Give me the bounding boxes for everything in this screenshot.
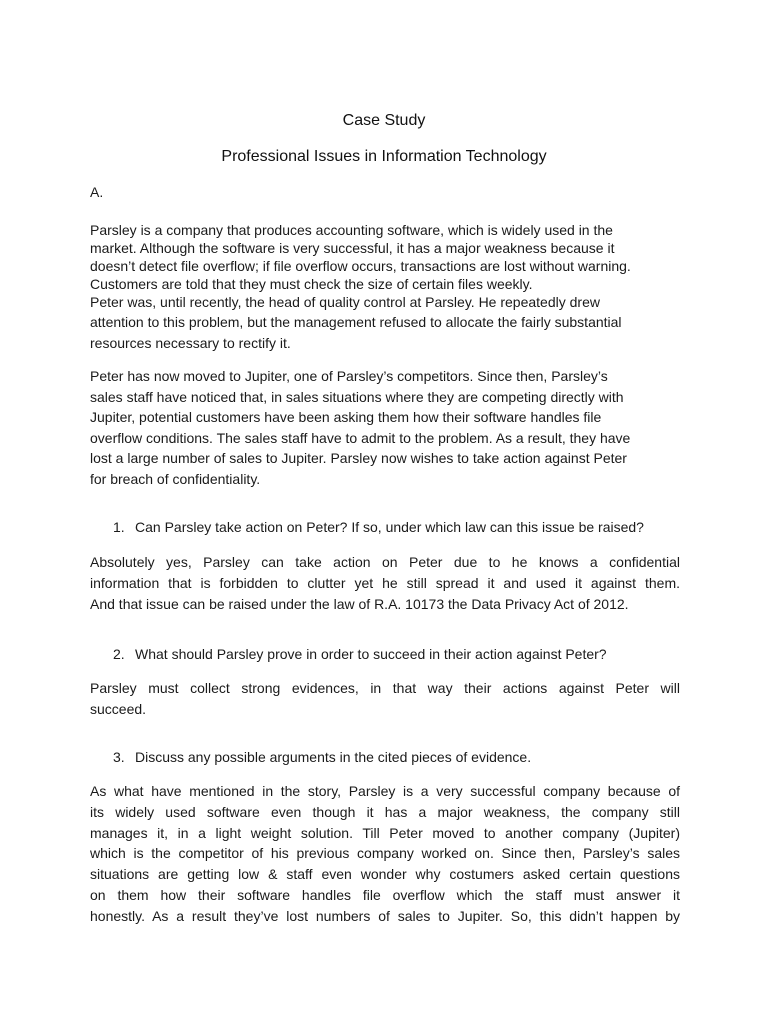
text-line: market. Although the software is very successful, it has a major weakness because it <box>90 240 615 256</box>
question-text: Discuss any possible arguments in the cited pieces of evidence. <box>135 749 532 765</box>
text-line: lost a large number of sales to Jupiter. Parsley now wishes to take action against Peter <box>90 450 627 467</box>
text-line: sales staff have noticed that, in sales situations where they are competing directly with <box>90 388 624 405</box>
document-title: Case Study <box>342 112 426 129</box>
question-3 <box>113 749 531 765</box>
text-line: which is the competitor of his previous company worked on. Since then, Parsley’s sales <box>90 845 680 862</box>
question-number: 1. <box>113 519 125 535</box>
text-line: honestly. As a result they’ve lost numbers of sales to Jupiter. So, this didn’t happen by <box>90 907 680 924</box>
text-line: its widely used software even though it has a major weakness, the company still <box>90 803 680 820</box>
text-line: overflow conditions. The sales staff have to admit to the problem. As a result, they have <box>90 429 631 446</box>
question-number: 3. <box>113 749 125 765</box>
text-line: Peter has now moved to Jupiter, one of Parsley’s competitors. Since then, Parsley’s <box>90 368 608 384</box>
intro-paragraph-1 <box>90 221 680 293</box>
text-line: Parsley must collect strong evidences, in that way their actions against Peter will <box>90 680 680 696</box>
text-line: succeed. <box>90 700 147 717</box>
section-label: A. <box>90 184 104 200</box>
text-line: for breach of confidentiality. <box>90 470 261 487</box>
text-line: attention to this problem, but the management refused to allocate the fairly substantial <box>90 314 622 331</box>
text-line: Customers are told that they must check the size of certain files weekly. <box>90 276 533 292</box>
intro-paragraph-2 <box>90 292 680 353</box>
question-text: What should Parsley prove in order to succeed in their action against Peter? <box>135 646 607 662</box>
question-text: Can Parsley take action on Peter? If so, under which law can this issue be raised? <box>135 519 644 535</box>
answer-2 <box>90 678 680 720</box>
question-number: 2. <box>113 646 125 662</box>
text-line: on them how their software handles file overflow which the staff must answer it <box>90 886 680 903</box>
text-line: manages it, in a light weight solution. Till Peter moved to another company (Jupiter) <box>90 824 680 841</box>
answer-3 <box>90 781 680 927</box>
answer-1 <box>90 552 680 614</box>
document-subtitle: Professional Issues in Information Technology <box>221 148 547 165</box>
text-line: doesn’t detect file overflow; if file overflow occurs, transactions are lost without warning. <box>90 258 631 274</box>
question-1 <box>113 519 644 535</box>
text-line: As what have mentioned in the story, Parsley is a very successful company because of <box>90 783 680 799</box>
text-line: And that issue can be raised under the law of R.A. 10173 the Data Privacy Act of 2012. <box>90 595 629 612</box>
text-line: resources necessary to rectify it. <box>90 334 291 351</box>
text-line: Parsley is a company that produces accounting software, which is widely used in the <box>90 222 613 238</box>
text-line: Jupiter, potential customers have been asking them how their software handles file <box>90 409 602 426</box>
text-line: information that is forbidden to clutter yet he still spread it and used it against them. <box>90 574 680 591</box>
text-line: situations are getting low & staff even wonder why costumers asked certain questions <box>90 866 680 883</box>
intro-paragraph-3 <box>90 366 680 490</box>
question-2 <box>113 646 607 662</box>
text-line: Absolutely yes, Parsley can take action on Peter due to he knows a confidential <box>90 554 680 570</box>
text-line: Peter was, until recently, the head of quality control at Parsley. He repeatedly drew <box>90 294 600 310</box>
